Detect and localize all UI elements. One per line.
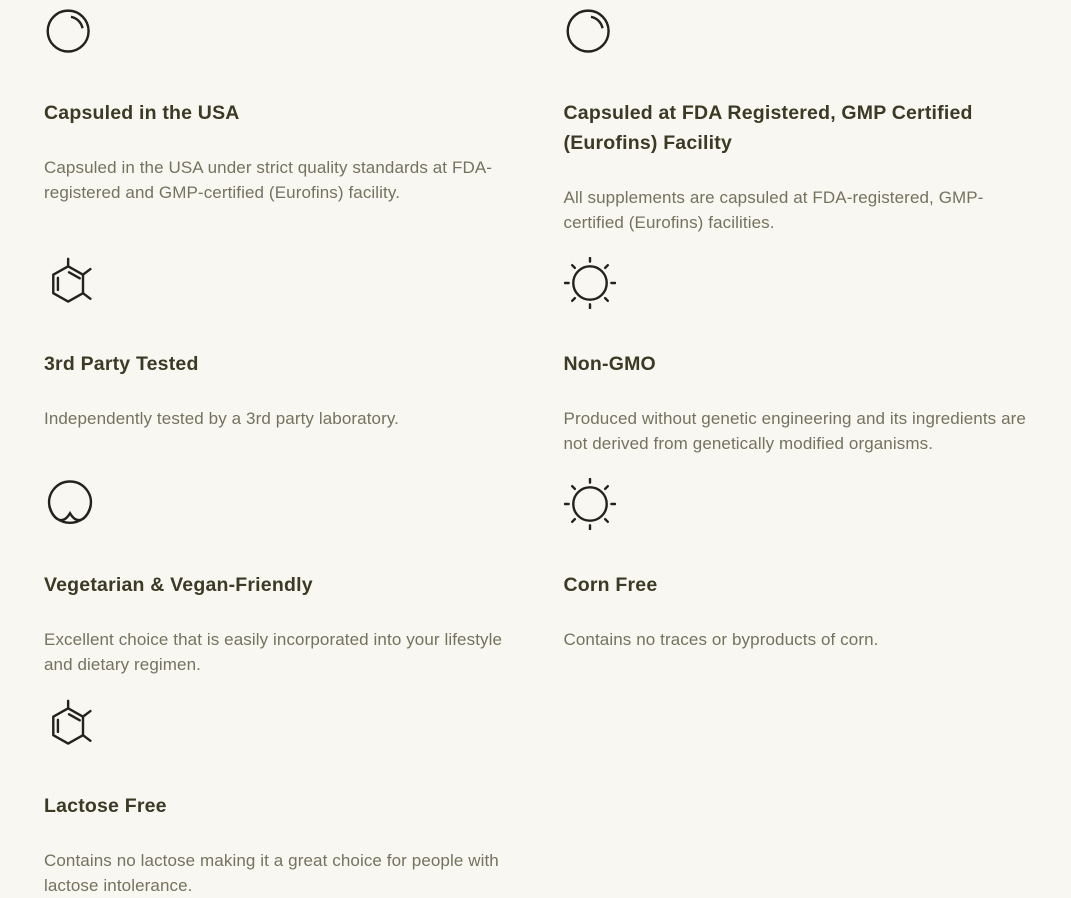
feature-description: Contains no lactose making it a great choice for people with lactose intolerance. bbox=[44, 851, 499, 895]
feature-title: Lactose Free bbox=[44, 795, 167, 817]
molecule-icon bbox=[44, 699, 516, 751]
sun-icon bbox=[564, 478, 1036, 530]
feature-non-gmo bbox=[564, 257, 1036, 456]
feature-description: Contains no traces or byproducts of corn. bbox=[563, 630, 879, 649]
feature-corn-free bbox=[564, 478, 1036, 677]
feature-vegetarian-vegan bbox=[44, 478, 516, 677]
leaf-icon bbox=[44, 478, 516, 530]
feature-title: Non-GMO bbox=[563, 353, 656, 375]
feature-title: Capsuled in the USA bbox=[44, 102, 240, 124]
capsule-icon bbox=[44, 6, 516, 58]
feature-title: Vegetarian & Vegan-Friendly bbox=[44, 574, 313, 596]
feature-description: Capsuled in the USA under strict quality standards at FDA-registered and GMP-certified (Eurofins) facility. bbox=[44, 158, 493, 202]
feature-description: All supplements are capsuled at FDA-registered, GMP-certified (Eurofins) facilities. bbox=[563, 188, 984, 232]
feature-description: Produced without genetic engineering and its ingredients are not derived from genetically modified organisms. bbox=[563, 409, 1026, 453]
feature-title: 3rd Party Tested bbox=[44, 353, 199, 375]
feature-description: Excellent choice that is easily incorporated into your lifestyle and dietary regimen. bbox=[44, 630, 503, 674]
molecule-icon bbox=[44, 257, 516, 309]
feature-title: Corn Free bbox=[563, 574, 658, 596]
feature-3rd-party-tested bbox=[44, 257, 516, 456]
feature-capsuled-usa bbox=[44, 6, 516, 235]
feature-title: Capsuled at FDA Registered, GMP Certified (Eurofins) Facility bbox=[563, 102, 973, 154]
sun-icon bbox=[564, 257, 1036, 309]
feature-lactose-free bbox=[44, 699, 516, 898]
capsule-icon bbox=[564, 6, 1036, 58]
feature-description: Independently tested by a 3rd party laboratory. bbox=[44, 409, 399, 428]
feature-capsuled-fda-gmp bbox=[564, 6, 1036, 235]
